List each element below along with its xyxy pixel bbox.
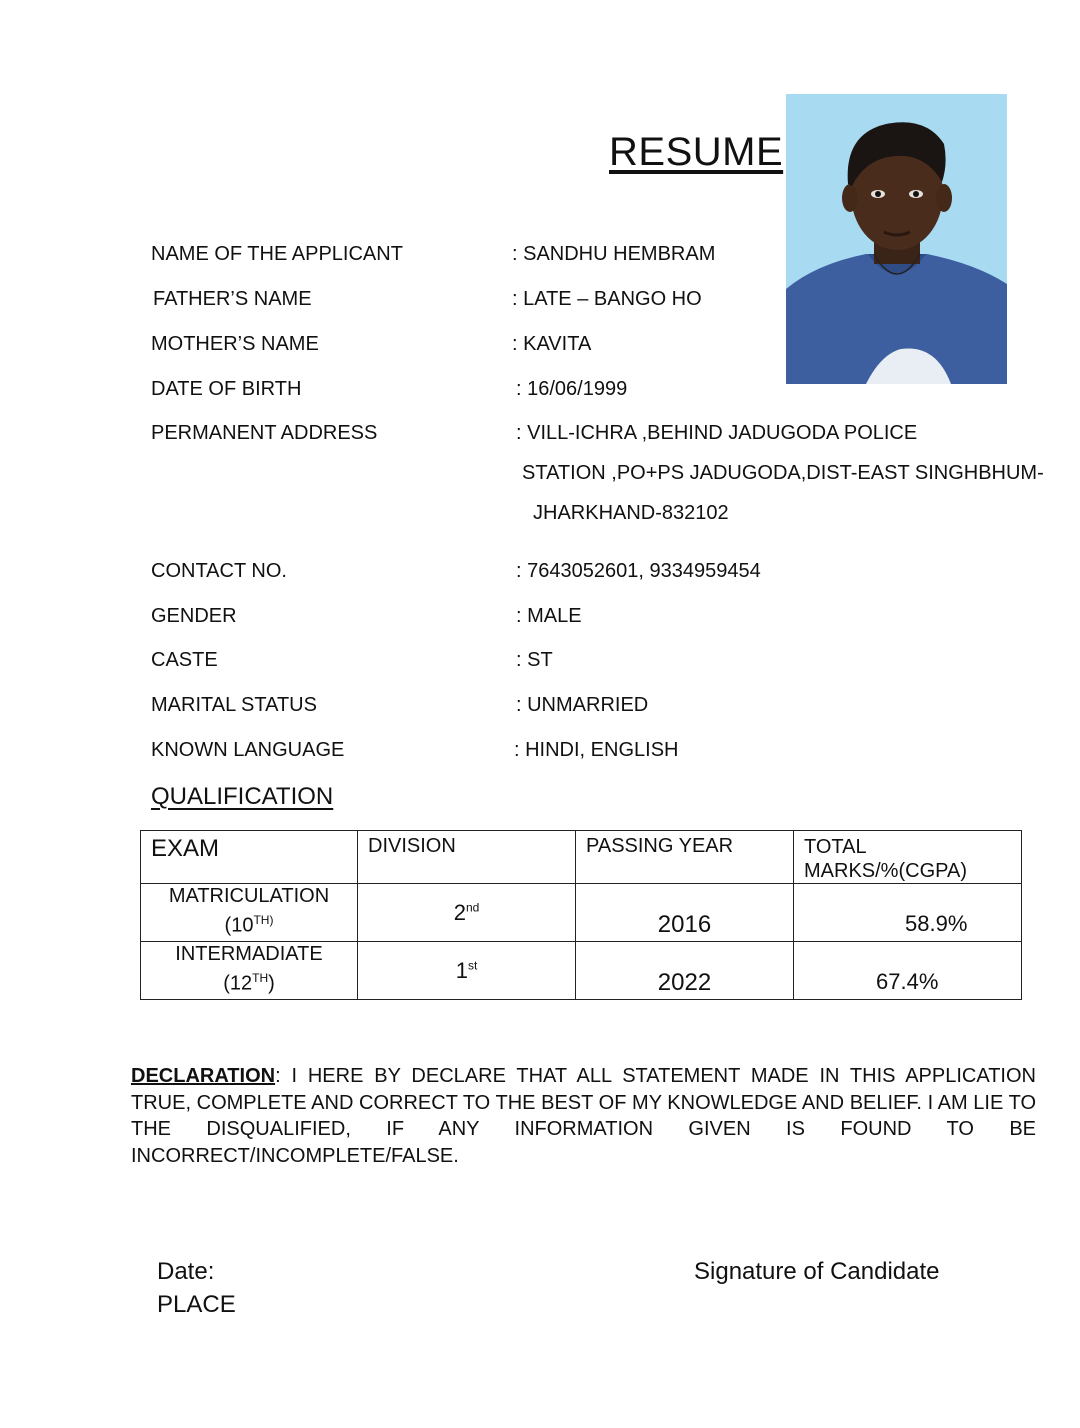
permanent-address-label: PERMANENT ADDRESS xyxy=(151,422,378,444)
father-name-value: : LATE – BANGO HO xyxy=(512,288,702,310)
caste-value: : ST xyxy=(516,649,553,671)
header-exam: EXAM xyxy=(141,831,358,884)
applicant-photo xyxy=(786,94,1007,384)
header-total-marks-line1: TOTAL xyxy=(804,836,867,858)
place-label: PLACE xyxy=(157,1291,236,1318)
year-cell: 2022 xyxy=(576,942,794,1000)
gender-label: GENDER xyxy=(151,605,237,627)
header-division: DIVISION xyxy=(358,831,576,884)
exam-level-end: ) xyxy=(268,972,275,995)
marital-status-value: : UNMARRIED xyxy=(516,694,649,716)
header-total-marks-line2: MARKS/%(CGPA) xyxy=(804,860,967,882)
permanent-address-value-line2: STATION ,PO+PS JADUGODA,DIST-EAST SINGHBHUM- xyxy=(522,462,1044,484)
declaration-title: DECLARATION xyxy=(131,1065,276,1087)
gender-value: : MALE xyxy=(516,605,582,627)
exam-level-text: (10 xyxy=(224,914,254,937)
contact-label: CONTACT NO. xyxy=(151,560,287,582)
table-row xyxy=(141,942,1022,1000)
date-label: Date: xyxy=(157,1258,215,1285)
marks-cell: 58.9% xyxy=(794,884,1022,942)
exam-cell xyxy=(141,884,358,942)
known-language-label: KNOWN LANGUAGE xyxy=(151,739,345,761)
exam-name: MATRICULATION xyxy=(168,885,330,907)
division-sup: st xyxy=(467,958,478,973)
exam-cell xyxy=(141,942,358,1000)
exam-level-sup: TH xyxy=(252,971,269,985)
declaration-text: : I HERE BY DECLARE THAT ALL STATEMENT MADE IN THIS APPLICATION TRUE, COMPLETE AND CORRECT TO THE BEST OF MY KNOWLEDGE AND BELIEF. I AM LIE TO THE DISQUALIFIED, IF ANY INFORMATION GIVEN IS FOUND TO BE INCORRECT/INCOMPLETE/FALSE. xyxy=(131,1065,1036,1167)
declaration xyxy=(131,1063,1036,1169)
date-of-birth-label: DATE OF BIRTH xyxy=(151,378,302,400)
mother-name-label: MOTHER’S NAME xyxy=(151,333,319,355)
table-row xyxy=(141,884,1022,942)
applicant-photo-image xyxy=(786,94,1007,384)
header-total-marks xyxy=(794,831,1022,884)
header-passing-year: PASSING YEAR xyxy=(576,831,794,884)
qualification-table xyxy=(140,830,1022,1000)
exam-level xyxy=(141,966,357,996)
applicant-name-label: NAME OF THE APPLICANT xyxy=(151,243,403,265)
exam-name: INTERMADIATE xyxy=(175,943,323,965)
date-of-birth-value: : 16/06/1999 xyxy=(516,378,628,400)
exam-level-text: (12 xyxy=(223,972,253,995)
table-header-row xyxy=(141,831,1022,884)
permanent-address-value-line3: JHARKHAND-832102 xyxy=(533,502,729,524)
signature-label: Signature of Candidate xyxy=(694,1258,940,1285)
mother-name-value: : KAVITA xyxy=(512,333,592,355)
caste-label: CASTE xyxy=(151,649,218,671)
page-title: RESUME xyxy=(609,130,784,174)
father-name-label: FATHER’S NAME xyxy=(153,288,312,310)
contact-value: : 7643052601, 9334959454 xyxy=(516,560,761,582)
division-cell xyxy=(358,884,576,942)
known-language-value: : HINDI, ENGLISH xyxy=(514,739,679,761)
qualification-heading: QUALIFICATION xyxy=(151,783,334,810)
exam-level-sup: TH) xyxy=(253,913,274,927)
year-cell: 2016 xyxy=(576,884,794,942)
exam-level xyxy=(141,908,357,938)
division-value: 1 xyxy=(455,957,468,983)
marks-cell: 67.4% xyxy=(794,942,1022,1000)
division-value: 2 xyxy=(453,899,466,925)
division-cell xyxy=(358,942,576,1000)
division-sup: nd xyxy=(465,900,480,915)
marital-status-label: MARITAL STATUS xyxy=(151,694,317,716)
applicant-name-value: : SANDHU HEMBRAM xyxy=(512,243,716,265)
permanent-address-value-line1: : VILL-ICHRA ,BEHIND JADUGODA POLICE xyxy=(516,422,918,444)
